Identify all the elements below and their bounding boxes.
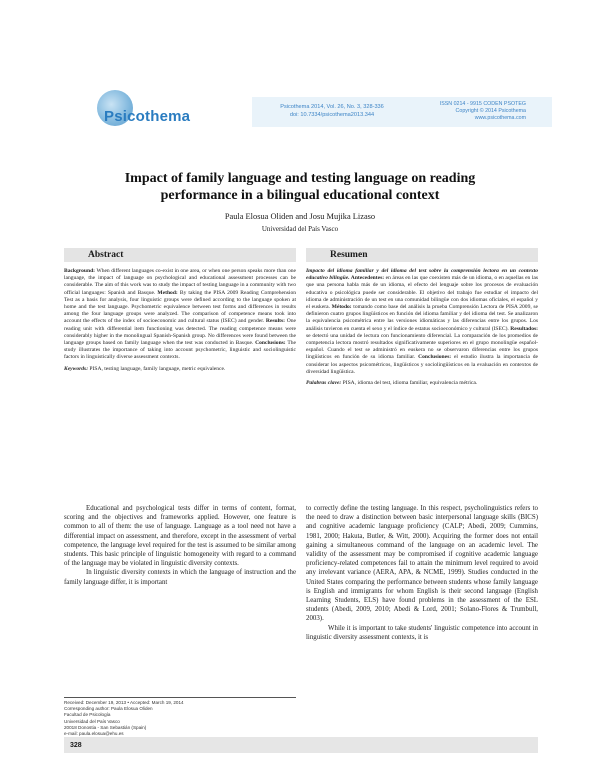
results-label: Results: [264,318,286,325]
background-label: Background: [64,268,96,274]
background-text: When different languages co-exist in one area, or when one person speaks more than one language, the impact of language on psychological and educational assessment processes can be considerable. The aim of this work was to study the impact of testing language in a community with two official languages: Spanish and Basque. [64,268,296,296]
footnote-rule [64,697,296,698]
palabras-clave-text: PISA, idioma del test, idioma familiar, equivalencia métrica. [341,380,478,387]
results-text: One reading unit with differential item functioning was detected. The reading competence means were considerably higher in the monolingual Spanish-Spanish group. No differences were found between the language groups based on family language when the test was conducted in Basque. [64,318,296,347]
journal-logo-text: Psicothema [104,108,191,125]
conclusiones-label: Conclusiones: [415,354,452,361]
corresponding-author: Corresponding author: Paula Elosua Oliden [64,706,153,712]
keywords-label: Keywords: [64,365,89,372]
abstract-text [64,268,296,373]
paragraph: In linguistic diversity contexts in which the language of instruction and the family language differ, it is important [64,569,296,586]
palabras-clave [306,380,538,387]
website[interactable]: www.psicothema.com [474,115,526,121]
received-dates: Received: December 19, 2013 • Accepted: March 19, 2014 [64,700,184,705]
conclusions-text: The study illustrates the importance of taking into account psychometric, linguistic and sociolinguistic factors in linguistically diverse assessment contexts. [64,340,296,361]
university: Universidad del País Vasco [64,718,120,724]
conclusions-label: Conclusions: [253,340,286,347]
body-column-right [306,504,538,642]
body-column-left [64,504,296,587]
paragraph: While it is important to take students' linguistic competence into account in linguistic diversity assessment contexts, it is [306,624,538,641]
palabras-clave-label: Palabras clave: [306,380,342,387]
affiliation: Universidad del País Vasco [261,225,339,233]
paper-title: Impact of family language and testing language on reading performance in a bilingual educational context [124,171,476,203]
resultados-text: se detectó una unidad de lectura con funcionamiento diferencial. La comparación de los promedios de competencia lectora mostró resultados significativamente superiores en el grupo monolingüe español-español. Cuando el test se administró en euskera no se observaron diferencias entre los grupos lingüísticos en función de su idioma familiar. [306,332,538,361]
abstract-heading: Abstract [88,250,124,260]
method-label: Method: [155,289,178,296]
resumen-heading-bar [306,248,538,262]
metodo-text: tomando como base del análisis la prueba Comprensión Lectora de PISA 2009, se definieron cuatro grupos lingüísticos en función del idioma familiar y del idioma del test. Se analizaron la equivalencia psicométrica entre las versiones idiomáticas y las diferencias entre los grupos. Los análisis tuvieron en cuenta el sexo y el índice de estatus socioeconómico y cultural (ISEC). [306,304,538,332]
address: 20018 Donostia - San Sebastián (Spain) [64,724,147,730]
conclusiones-text: el estudio ilustra la importancia de considerar los aspectos psicométricos, lingüísticos y sociolingüísticos en la evaluación en contextos de diversidad lingüística. [306,354,538,375]
page-number: 328 [70,742,82,749]
journal-citation: Psicothema 2014, Vol. 26, No. 3, 328-336 [280,104,384,110]
resumen-title: Impacto del idioma familiar y del idioma del test sobre la comprensión lectora en un contexto educativo bilingüe. [306,268,538,282]
keywords-text: PISA, testing language, family language, metric equivalence. [88,365,226,372]
copyright: Copyright © 2014 Psicothema [455,108,526,114]
resultados-label: Resultados: [508,325,538,332]
email[interactable]: e-mail: paula.elosua@ehu.es [64,731,124,737]
metodo-label: Método: [329,304,352,311]
footnote [64,700,296,737]
authors: Paula Elosua Oliden and Josu Mujika Lizaso [224,212,376,221]
paragraph: Educational and psychological tests differ in terms of content, format, scoring and the objectives and frameworks applied. However, one feature is common to all of them: the use of language. Language as a tool need not have a differential impact on assessment, and therefore, except in the assessment of verbal competence, the language level required for the test is assumed to be similar among students. This basic principle of linguistic homogeneity with regard to a command of the language may be violated in linguistic diversity contexts. [64,505,296,568]
resumen-text [306,268,538,387]
faculty: Facultad de Psicología [64,712,111,718]
antecedentes-label: Antecedentes: [349,275,385,282]
antecedentes-text: en áreas en las que coexisten más de un idioma, o en aquellas en las que una persona habla más de un idioma, el efecto del lenguaje sobre los procesos de evaluación educativa o psicológica puede ser considerable. El objetivo del trabajo fue estudiar el impacto del idioma de administración de un test en una comunidad bilingüe con dos idiomas oficiales, el español y el euskera. [306,275,539,311]
abstract-heading-bar [64,248,296,262]
doi: doi: 10.7334/psicothema2013.344 [289,112,375,118]
footer-bar [64,737,538,753]
resumen-heading: Resumen [330,250,368,260]
method-text: By taking the PISA 2009 Reading Comprehension Test as a basis for analysis, four linguistic groups were defined according to the language spoken at home and the test language. Psychometric equivalence between test forms and differences in results among the four language groups were analyzed. The comparison of competence means took into account the effects of the index of socioeconomic and cultural status (ISEC) and gender. [64,289,296,325]
issn: ISSN 0214 - 9915 CODEN PSOTEG [439,101,526,107]
paragraph: to correctly define the testing language. In this respect, psycholinguistics refers to the need to draw a distinction between basic interpersonal language skills (BICS) and cognitive academic language proficiency (CALP; Abedi, 2009; Cummins, 1981, 2000; Hakuta, Butler, & Witt, 2000). Acquiring the former does not entail gaining a simultaneous command of the language on an academic level. The validity of the assessment may be compromised if cognitive academic language proficiency-related competences fail to attain the minimum level required to avoid any irrelevant variance (AERA, APA, & NCME, 1999). Studies conducted in the United States comparing the performance between students whose family language is English and immigrants for whom English is their second language (English Learning Students, ELS) have found problems in the assessment of the ESL students (Abedi, 2009, 2010; Abedi & Lord, 2001; Solano-Flores & Trumbull, 2003). [306,505,538,623]
keywords [64,366,296,373]
